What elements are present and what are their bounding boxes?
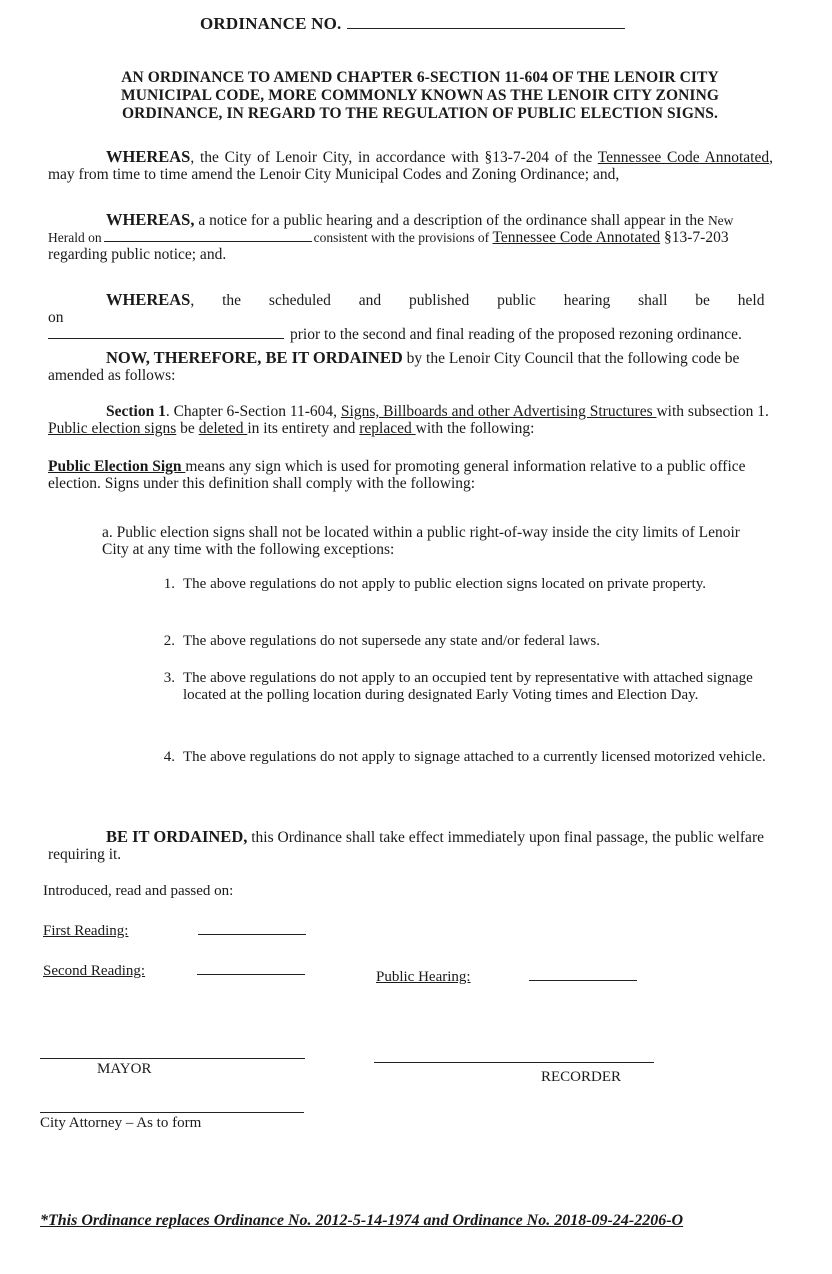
first-reading-blank — [198, 922, 306, 935]
recorder-signature-line — [374, 1062, 654, 1063]
exception-item — [155, 576, 770, 593]
whereas-keyword: WHEREAS, — [106, 210, 195, 229]
paragraph-text: means any sign which is used for promoting general information relative to a public office election. Signs under this definition shall comply with the following: — [48, 458, 746, 492]
definition-paragraph — [48, 458, 773, 492]
attorney-label: City Attorney – As to form — [40, 1115, 202, 1131]
whereas-keyword: WHEREAS — [106, 290, 191, 309]
second-reading-label: Second Reading: — [43, 963, 146, 979]
ordinance-number-blank — [347, 14, 625, 29]
exception-text: The above regulations do not apply to an occupied tent by representative with attached signage located at the polling location during designated Early Voting times and Election Day. — [183, 670, 753, 703]
attorney-signature-line — [40, 1112, 304, 1113]
paragraph-text: consistent with the provisions of — [313, 230, 493, 245]
emphasis-text: replaced — [359, 420, 416, 437]
paragraph-text: §13-7-203 regarding public notice; and. — [48, 229, 729, 263]
section-label: Section 1 — [106, 403, 166, 420]
public-hearing-label: Public Hearing: — [376, 969, 471, 985]
exception-item — [155, 633, 770, 650]
code-reference: Public election signs — [48, 420, 177, 437]
paragraph-text: , may from time to time amend the Lenoir City Municipal Codes and Zoning Ordinance; and, — [48, 149, 773, 183]
exception-text: The above regulations do not supersede any state and/or federal laws. — [183, 633, 600, 649]
exception-number: 2. — [163, 633, 175, 649]
exception-number: 3. — [163, 670, 175, 686]
emphasis-text: deleted — [198, 420, 248, 437]
second-reading-blank — [197, 962, 305, 975]
exception-item — [155, 749, 770, 766]
whereas-paragraph-2 — [48, 211, 773, 263]
paragraph-text: in its entirety and — [247, 420, 360, 437]
public-hearing-blank — [529, 968, 637, 981]
exception-item — [155, 670, 770, 704]
paragraph-text: this Ordinance shall take effect immediately upon final passage, the public welfare requiring it. — [48, 829, 764, 863]
paragraph-text: a notice for a public hearing and a description of the ordinance shall appear in the — [194, 212, 708, 229]
section-1-paragraph — [48, 403, 773, 437]
whereas-keyword: WHEREAS — [106, 147, 191, 166]
date-blank — [104, 241, 312, 242]
be-it-ordained-paragraph — [48, 828, 773, 863]
paragraph-text: be — [176, 420, 199, 437]
ordinance-number-label: ORDINANCE NO. — [200, 14, 342, 33]
hearing-date-blank — [48, 338, 284, 339]
mayor-label: MAYOR — [97, 1061, 152, 1077]
exception-text: The above regulations do not apply to signage attached to a currently licensed motorized vehicle. — [183, 749, 766, 765]
recorder-label: RECORDER — [541, 1069, 622, 1085]
paragraph-text: by the Lenoir City Council that the following code be amended as follows: — [48, 350, 740, 384]
ordained-keyword: BE IT ORDAINED, — [106, 827, 248, 846]
ordinance-number-field — [200, 14, 625, 34]
title-line: ORDINANCE, IN REGARD TO THE REGULATION OF PUBLIC ELECTION SIGNS. — [122, 105, 718, 122]
paragraph-text: with the following: — [415, 420, 535, 437]
whereas-paragraph-1 — [48, 148, 773, 183]
title-line: MUNICIPAL CODE, MORE COMMONLY KNOWN AS THE LENOIR CITY ZONING — [120, 87, 720, 104]
title-line: AN ORDINANCE TO AMEND CHAPTER 6-SECTION 11-604 OF THE LENOIR CITY — [121, 69, 719, 86]
code-reference: Tennessee Code Annotated — [492, 229, 661, 246]
exception-text: The above regulations do not apply to public election signs located on private property. — [183, 576, 707, 592]
paragraph-text: , the City of Lenoir City, in accordance with §13-7-204 of the — [190, 149, 598, 166]
code-reference: Tennessee Code Annotated — [597, 149, 770, 166]
first-reading-label: First Reading: — [43, 923, 129, 939]
exception-number: 1. — [163, 576, 175, 592]
newspaper-name: New Herald on — [48, 213, 734, 245]
whereas-paragraph-3 — [48, 291, 773, 343]
item-a-paragraph: a. Public election signs shall not be located within a public right-of-way inside the city limits of Lenoir City at any time with the following exceptions: — [102, 524, 740, 558]
exception-number: 4. — [163, 749, 175, 765]
now-therefore-paragraph — [48, 349, 773, 384]
first-reading-field — [43, 922, 306, 940]
defined-term: Public Election Sign — [48, 458, 186, 475]
public-hearing-field — [376, 968, 637, 986]
ordinance-title — [40, 69, 800, 123]
code-reference: Signs, Billboards and other Advertising Structures — [340, 403, 657, 420]
replacement-footnote: *This Ordinance replaces Ordinance No. 2012-5-14-1974 and Ordinance No. 2018-09-24-2206-O — [40, 1212, 684, 1229]
readings-intro: Introduced, read and passed on: — [43, 883, 234, 899]
paragraph-text: with subsection 1. — [656, 403, 769, 420]
paragraph-text: prior to the second and final reading of the proposed rezoning ordinance. — [290, 326, 742, 343]
paragraph-text: , the scheduled and published public hearing shall be held on — [48, 292, 765, 326]
mayor-signature-line — [40, 1058, 305, 1059]
paragraph-text: . Chapter 6-Section 11-604, — [165, 403, 341, 420]
second-reading-field — [43, 962, 305, 980]
ordained-keyword: NOW, THEREFORE, BE IT ORDAINED — [106, 348, 403, 367]
